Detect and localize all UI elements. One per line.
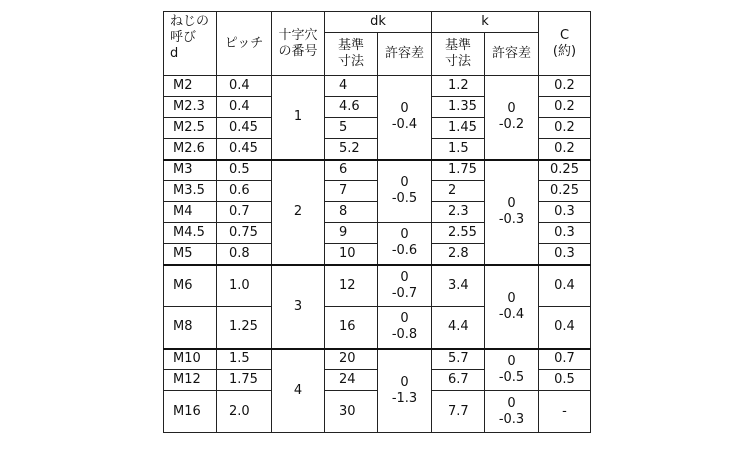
dk-tolerance-upper: 0 xyxy=(400,374,409,390)
dk-tolerance-lower: -0.8 xyxy=(391,327,418,343)
dk-tolerance-cell xyxy=(378,160,432,223)
pitch-cell: 0.75 xyxy=(217,223,272,244)
header-dk-tolerance: 許容差 xyxy=(378,33,432,76)
header-k: k xyxy=(432,12,539,33)
recess-cell: 2 xyxy=(272,160,325,265)
dk-cell: 16 xyxy=(325,307,378,349)
dk-cell: 4.6 xyxy=(325,97,378,118)
recess-cell: 1 xyxy=(272,76,325,160)
k-tolerance-lower: -0.3 xyxy=(498,212,525,227)
pitch-cell: 1.5 xyxy=(217,349,272,370)
k-tolerance-cell xyxy=(485,160,539,265)
header-recess xyxy=(272,12,325,76)
k-tolerance-upper: 0 xyxy=(507,196,516,211)
pitch-cell: 0.4 xyxy=(217,97,272,118)
size-cell: M4 xyxy=(164,202,217,223)
dk-tolerance-cell xyxy=(378,76,432,160)
pitch-cell: 0.5 xyxy=(217,160,272,181)
header-c-line2: (約) xyxy=(552,43,577,59)
k-tolerance-lower: -0.5 xyxy=(498,369,525,385)
dk-tolerance-lower: -0.6 xyxy=(391,243,418,259)
dk-cell: 8 xyxy=(325,202,378,223)
dk-cell: 6 xyxy=(325,160,378,181)
header-k-standard xyxy=(432,33,485,76)
size-cell: M8 xyxy=(164,307,217,349)
table-row xyxy=(164,265,591,307)
pitch-cell: 1.0 xyxy=(217,265,272,307)
k-cell: 1.45 xyxy=(432,118,485,139)
k-tolerance-cell xyxy=(485,391,539,433)
c-cell: 0.25 xyxy=(539,160,591,181)
k-cell: 1.5 xyxy=(432,139,485,160)
table-row xyxy=(164,76,591,97)
dk-cell: 7 xyxy=(325,181,378,202)
dk-tolerance-lower: -1.3 xyxy=(391,390,418,406)
k-tolerance-upper: 0 xyxy=(507,101,516,117)
k-tolerance-cell xyxy=(485,265,539,349)
c-cell: 0.2 xyxy=(539,76,591,97)
dk-tolerance-cell xyxy=(378,265,432,307)
pitch-cell: 2.0 xyxy=(217,391,272,433)
size-cell: M3.5 xyxy=(164,181,217,202)
header-recess-line1: 十字穴 xyxy=(278,27,318,43)
header-size-line1: ねじの xyxy=(170,14,210,29)
size-cell: M4.5 xyxy=(164,223,217,244)
pitch-cell: 0.8 xyxy=(217,244,272,265)
header-dk: dk xyxy=(325,12,432,33)
dk-tolerance-cell xyxy=(378,307,432,349)
c-cell: 0.2 xyxy=(539,139,591,160)
size-cell: M2.6 xyxy=(164,139,217,160)
k-cell: 2.55 xyxy=(432,223,485,244)
dk-tolerance-upper: 0 xyxy=(400,269,409,285)
header-recess-line2: の番号 xyxy=(278,43,318,59)
k-cell: 3.4 xyxy=(432,265,485,307)
size-cell: M2.3 xyxy=(164,97,217,118)
recess-cell: 4 xyxy=(272,349,325,433)
table-row xyxy=(164,349,591,370)
k-cell: 6.7 xyxy=(432,370,485,391)
pitch-cell: 0.45 xyxy=(217,118,272,139)
header-size-line3: d xyxy=(170,46,179,61)
k-cell: 1.75 xyxy=(432,160,485,181)
k-tolerance-upper: 0 xyxy=(507,395,516,411)
k-cell: 1.2 xyxy=(432,76,485,97)
k-tolerance-lower: -0.3 xyxy=(498,411,525,427)
size-cell: M10 xyxy=(164,349,217,370)
k-cell: 2.3 xyxy=(432,202,485,223)
c-cell: 0.2 xyxy=(539,118,591,139)
dk-tolerance-lower: -0.5 xyxy=(391,191,418,207)
c-cell: 0.5 xyxy=(539,370,591,391)
dk-tolerance-upper: 0 xyxy=(400,101,409,117)
header-c xyxy=(539,12,591,76)
k-tolerance-upper: 0 xyxy=(507,290,516,306)
c-cell: 0.7 xyxy=(539,349,591,370)
k-tolerance-lower: -0.2 xyxy=(498,117,525,133)
dk-cell: 5.2 xyxy=(325,139,378,160)
c-cell: 0.25 xyxy=(539,181,591,202)
header-dk-standard xyxy=(325,33,378,76)
dk-tolerance-lower: -0.4 xyxy=(391,117,418,133)
k-tolerance-lower: -0.4 xyxy=(498,306,525,322)
dk-cell: 10 xyxy=(325,244,378,265)
table-row xyxy=(164,391,591,433)
recess-cell: 3 xyxy=(272,265,325,349)
pitch-cell: 1.75 xyxy=(217,370,272,391)
k-cell: 5.7 xyxy=(432,349,485,370)
header-dk-standard-line1: 基準 xyxy=(337,38,364,53)
dk-tolerance-lower: -0.7 xyxy=(391,285,418,301)
dk-cell: 5 xyxy=(325,118,378,139)
c-cell: - xyxy=(539,391,591,433)
c-cell: 0.2 xyxy=(539,97,591,118)
k-cell: 2.8 xyxy=(432,244,485,265)
c-cell: 0.4 xyxy=(539,265,591,307)
k-cell: 2 xyxy=(432,181,485,202)
c-cell: 0.3 xyxy=(539,223,591,244)
table-row xyxy=(164,160,591,181)
header-dk-standard-line2: 寸法 xyxy=(337,54,364,69)
header-pitch: ピッチ xyxy=(217,12,272,76)
header-size xyxy=(164,12,217,76)
k-cell: 4.4 xyxy=(432,307,485,349)
size-cell: M12 xyxy=(164,370,217,391)
header-size-line2: 呼び xyxy=(170,30,197,45)
pitch-cell: 0.7 xyxy=(217,202,272,223)
dk-cell: 30 xyxy=(325,391,378,433)
size-cell: M2.5 xyxy=(164,118,217,139)
dk-cell: 20 xyxy=(325,349,378,370)
size-cell: M2 xyxy=(164,76,217,97)
k-cell: 7.7 xyxy=(432,391,485,433)
dk-cell: 4 xyxy=(325,76,378,97)
size-cell: M5 xyxy=(164,244,217,265)
dk-cell: 24 xyxy=(325,370,378,391)
header-k-standard-line2: 寸法 xyxy=(444,54,471,69)
pitch-cell: 0.6 xyxy=(217,181,272,202)
pitch-cell: 0.4 xyxy=(217,76,272,97)
size-cell: M3 xyxy=(164,160,217,181)
dk-cell: 12 xyxy=(325,265,378,307)
c-cell: 0.3 xyxy=(539,244,591,265)
dk-tolerance-cell xyxy=(378,223,432,265)
c-cell: 0.4 xyxy=(539,307,591,349)
header-k-tolerance: 許容差 xyxy=(485,33,539,76)
k-cell: 1.35 xyxy=(432,97,485,118)
dk-tolerance-upper: 0 xyxy=(400,311,409,327)
size-cell: M16 xyxy=(164,391,217,433)
k-tolerance-cell xyxy=(485,349,539,391)
dk-cell: 9 xyxy=(325,223,378,244)
c-cell: 0.3 xyxy=(539,202,591,223)
k-tolerance-upper: 0 xyxy=(507,353,516,369)
pitch-cell: 0.45 xyxy=(217,139,272,160)
pitch-cell: 1.25 xyxy=(217,307,272,349)
header-k-standard-line1: 基準 xyxy=(444,38,471,53)
size-cell: M6 xyxy=(164,265,217,307)
dk-tolerance-upper: 0 xyxy=(400,175,409,191)
k-tolerance-cell xyxy=(485,76,539,160)
dk-tolerance-cell xyxy=(378,349,432,433)
header-c-line1: C xyxy=(559,27,570,43)
dk-tolerance-upper: 0 xyxy=(400,227,409,243)
screw-spec-table xyxy=(163,11,591,433)
